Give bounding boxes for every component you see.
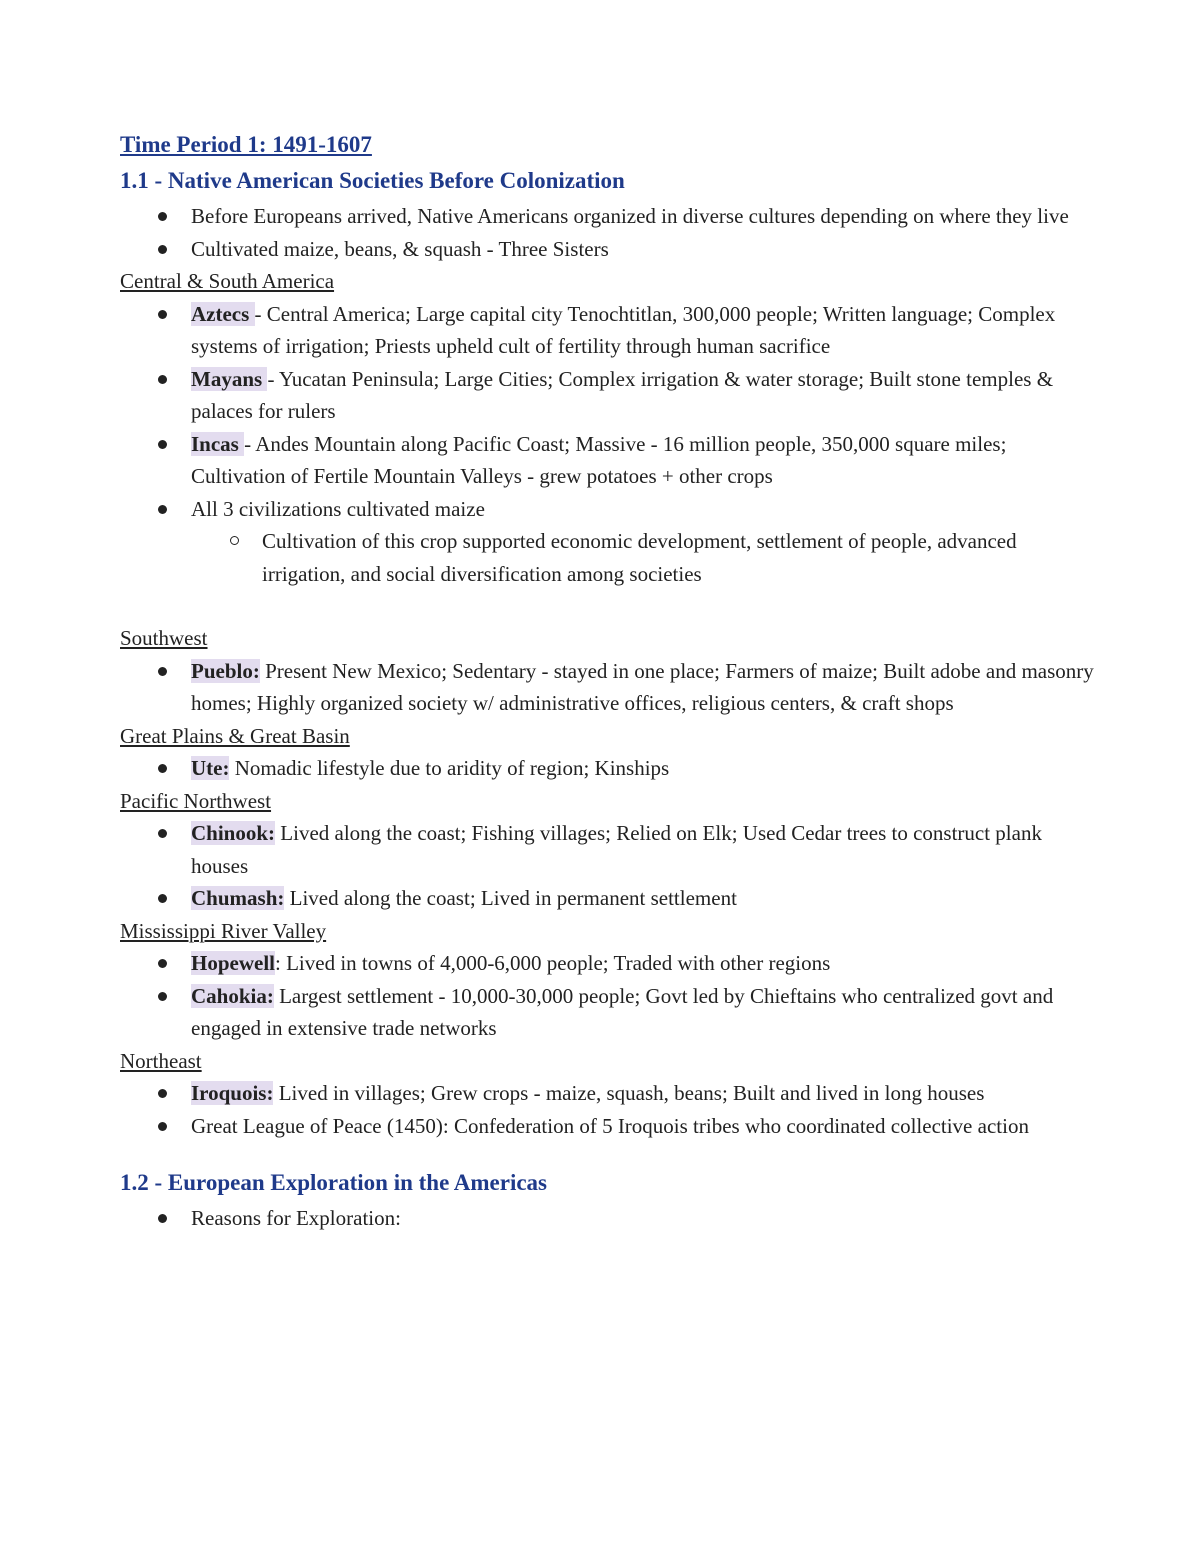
list-item-hopewell — [120, 947, 1100, 980]
central-south-list — [120, 298, 1100, 591]
term-cahokia: Cahokia: — [191, 983, 274, 1008]
desc-chumash: Lived along the coast; Lived in permanent settlement — [284, 886, 737, 910]
page-title: Time Period 1: 1491-1607 — [120, 132, 372, 157]
plains-list — [120, 752, 1100, 785]
region-heading-northeast: Northeast — [120, 1048, 202, 1073]
desc-chinook: Lived along the coast; Fishing villages; Relied on Elk; Used Cedar trees to construct plank houses — [191, 821, 1042, 878]
list-item-chumash — [120, 882, 1100, 915]
exploration-list — [120, 1202, 1100, 1235]
desc-iroquois: Lived in villages; Grew crops - maize, squash, beans; Built and lived in long houses — [273, 1081, 985, 1105]
section-heading-1-1: 1.1 - Native American Societies Before Colonization — [120, 168, 625, 193]
region-heading-central-south: Central & South America — [120, 269, 335, 293]
region-heading-mississippi: Mississippi River Valley — [120, 918, 327, 943]
list-item-iroquois — [120, 1077, 1100, 1110]
desc-cahokia: Largest settlement - 10,000-30,000 people; Govt led by Chieftains who centralized govt and engaged in extensive trade networks — [191, 983, 1054, 1040]
list-item-incas — [120, 428, 1100, 493]
desc-hopewell: : Lived in towns of 4,000-6,000 people; Traded with other regions — [275, 951, 831, 975]
all3-sub-list — [120, 525, 1100, 590]
northeast-list — [120, 1077, 1100, 1142]
region-heading-pacific: Pacific Northwest — [120, 788, 272, 813]
desc-incas: - Andes Mountain along Pacific Coast; Massive - 16 million people, 350,000 square miles; Cultivation of Fertile Mountain Valleys - grew potatoes + other crops — [191, 431, 1007, 488]
all3-text: All 3 civilizations cultivated maize — [191, 496, 485, 521]
list-item-pueblo — [120, 655, 1100, 720]
desc-mayans: - Yucatan Peninsula; Large Cities; Complex irrigation & water storage; Built stone temples & palaces for rulers — [191, 366, 1054, 423]
term-hopewell: Hopewell — [191, 951, 275, 975]
document-page — [120, 128, 1100, 1235]
list-item: Before Europeans arrived, Native Americans organized in diverse cultures depending on where they live — [120, 200, 1100, 233]
southwest-list — [120, 655, 1100, 720]
list-item-chinook — [120, 817, 1100, 882]
list-item-mayans — [120, 363, 1100, 428]
mississippi-list — [120, 947, 1100, 1045]
term-chinook: Chinook: — [191, 821, 276, 845]
term-ute: Ute: — [191, 756, 230, 780]
list-item-ute — [120, 752, 1100, 785]
list-item: Cultivated maize, beans, & squash - Three Sisters — [120, 233, 1100, 266]
region-heading-plains: Great Plains & Great Basin — [120, 723, 350, 748]
term-iroquois: Iroquois: — [191, 1081, 274, 1105]
list-item-aztecs — [120, 298, 1100, 363]
desc-ute: Nomadic lifestyle due to aridity of region; Kinships — [229, 756, 670, 780]
intro-bullet-list — [120, 200, 1100, 265]
list-item: Reasons for Exploration: — [120, 1202, 1100, 1235]
list-item-all3 — [120, 493, 1100, 591]
region-heading-southwest: Southwest — [120, 626, 208, 650]
list-item-cahokia — [120, 980, 1100, 1045]
term-pueblo: Pueblo: — [191, 658, 260, 683]
pacific-list — [120, 817, 1100, 915]
desc-aztecs: - Central America; Large capital city Tenochtitlan, 300,000 people; Written language; Complex systems of irrigation; Priests upheld cult of fertility through human sacrifice — [191, 301, 1056, 358]
list-item-league: Great League of Peace (1450): Confederation of 5 Iroquois tribes who coordinated collective action — [120, 1110, 1100, 1143]
term-incas: Incas — [191, 431, 245, 456]
term-chumash: Chumash: — [191, 886, 285, 910]
term-mayans: Mayans — [191, 366, 268, 391]
sub-list-item: Cultivation of this crop supported economic development, settlement of people, advanced irrigation, and social diversification among societies — [191, 525, 1100, 590]
term-aztecs: Aztecs — [191, 301, 255, 326]
section-heading-1-2: 1.2 - European Exploration in the Americas — [120, 1170, 548, 1195]
desc-pueblo: Present New Mexico; Sedentary - stayed in one place; Farmers of maize; Built adobe and masonry homes; Highly organized society w/ administrative offices, religious centers, & craft shops — [191, 658, 1094, 715]
